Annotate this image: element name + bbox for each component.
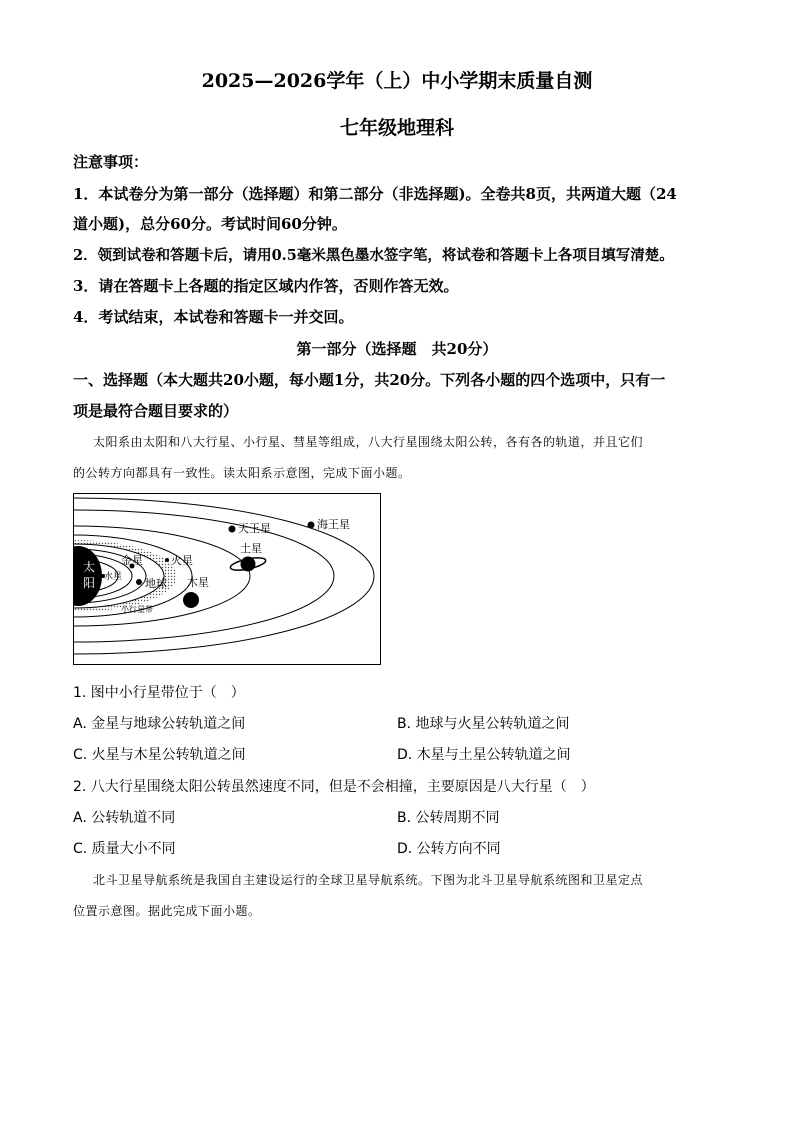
mars-label: 火星 xyxy=(171,554,193,567)
question-1-option-d[interactable]: D. 木星与土星公转轨道之间 xyxy=(397,747,571,763)
sun-label-1: 太 xyxy=(83,560,96,574)
part1-heading: 第一部分（选择题 共20分） xyxy=(296,340,498,358)
passage-2-line-2: 位置示意图。据此完成下面小题。 xyxy=(73,904,261,918)
sun-label-2: 阳 xyxy=(83,576,96,590)
question-1-option-c[interactable]: C. 火星与木星公转轨道之间 xyxy=(73,747,246,763)
uranus xyxy=(229,526,236,533)
solar-system-diagram xyxy=(73,493,381,665)
neptune-label: 海王星 xyxy=(317,518,350,531)
saturn xyxy=(241,557,256,572)
passage-2-line-1: 北斗卫星导航系统是我国自主建设运行的全球卫星导航系统。下图为北斗卫星导航系统图和卫星定点 xyxy=(93,873,644,887)
earth xyxy=(136,579,142,585)
mars xyxy=(165,558,169,562)
question-2-option-a[interactable]: A. 公转轨道不同 xyxy=(73,810,176,826)
question-2-option-c[interactable]: C. 质量大小不同 xyxy=(73,841,176,857)
notice-item-4: 4．考试结束，本试卷和答题卡一并交回。 xyxy=(73,308,354,326)
question-2-option-d[interactable]: D. 公转方向不同 xyxy=(397,841,501,857)
question-2-option-b[interactable]: B. 公转周期不同 xyxy=(397,810,500,826)
mercury-label: 水星 xyxy=(104,572,123,582)
part1-instructions-line-2: 项是最符合题目要求的） xyxy=(73,402,239,420)
exam-subtitle: 七年级地理科 xyxy=(339,117,454,139)
exam-title: 2025—2026学年（上）中小学期末质量自测 xyxy=(201,70,593,92)
notice-heading: 注意事项： xyxy=(73,153,149,171)
notice-item-2: 2．领到试卷和答题卡后，请用0.5毫米黑色墨水签字笔，将试卷和答题卡上各项目填写清楚。 xyxy=(73,247,674,264)
venus-label: 金星 xyxy=(121,554,143,567)
passage-1-line-2: 的公转方向都具有一致性。读太阳系示意图，完成下面小题。 xyxy=(73,466,411,480)
notice-item-3: 3．请在答题卡上各题的指定区域内作答，否则作答无效。 xyxy=(73,277,459,295)
jupiter-label: 木星 xyxy=(187,576,209,589)
question-1-stem: 1. 图中小行星带位于（ ） xyxy=(73,685,245,701)
earth-label: 地球 xyxy=(145,577,167,590)
notice-item-1-line-1: 1．本试卷分为第一部分（选择题）和第二部分（非选择题)。全卷共8页，共两道大题（24 xyxy=(73,185,677,203)
question-1-option-b[interactable]: B. 地球与火星公转轨道之间 xyxy=(397,716,570,732)
saturn-label: 土星 xyxy=(240,542,262,555)
neptune xyxy=(308,522,315,529)
notice-item-1-line-2: 道小题)，总分60分。考试时间60分钟。 xyxy=(73,215,347,233)
uranus-label: 天王星 xyxy=(238,522,271,535)
passage-1-line-1: 太阳系由太阳和八大行星、小行星、彗星等组成，八大行星围绕太阳公转，各有各的轨道，并且它们 xyxy=(93,435,644,449)
asteroid-belt-label: 小行星带 xyxy=(121,605,153,614)
part1-instructions-line-1: 一、选择题（本大题共20小题，每小题1分，共20分。下列各小题的四个选项中，只有一 xyxy=(73,371,666,389)
question-2-stem: 2. 八大行星围绕太阳公转虽然速度不同，但是不会相撞，主要原因是八大行星（ ） xyxy=(73,779,595,795)
question-1-option-a[interactable]: A. 金星与地球公转轨道之间 xyxy=(73,716,246,732)
jupiter xyxy=(183,592,199,608)
